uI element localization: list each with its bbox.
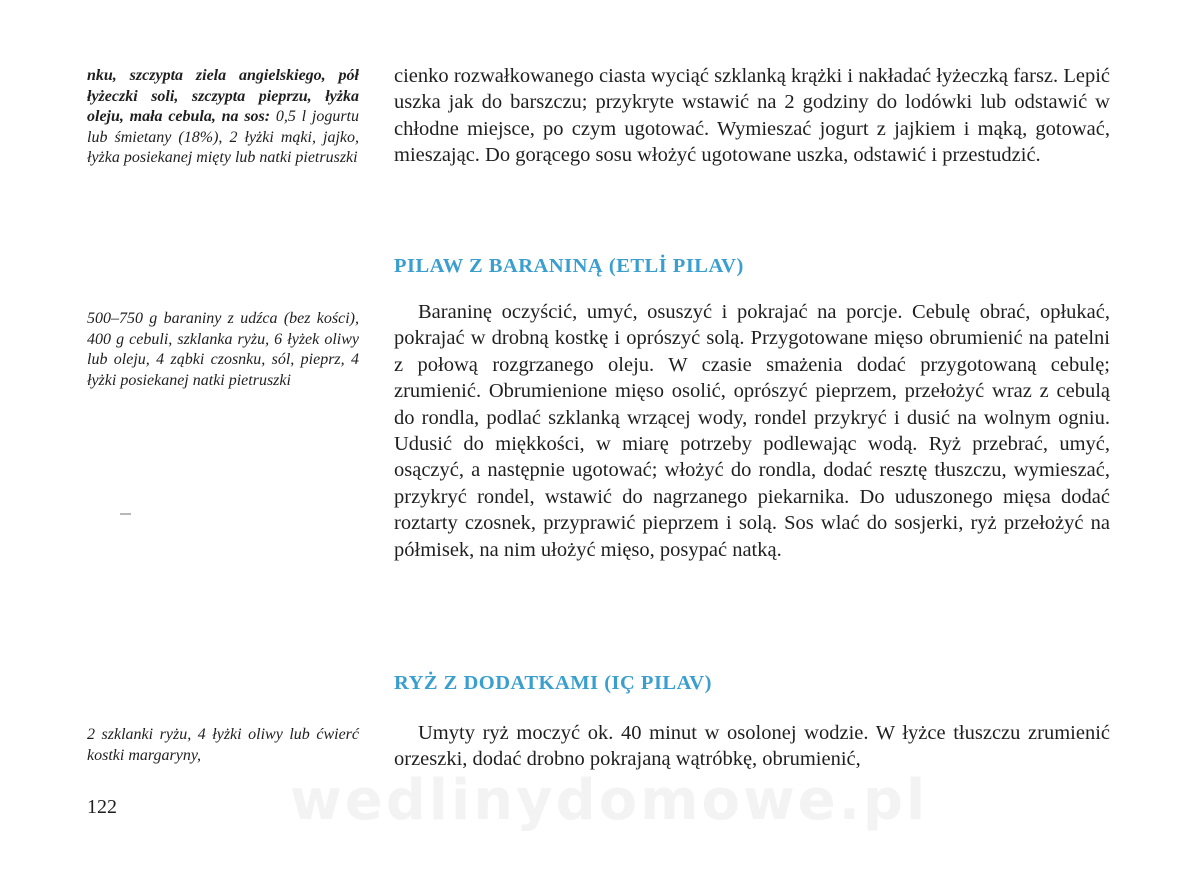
recipe-heading-ryz-z-dodatkami: RYŻ Z DODATKAMI (IÇ PILAV) [394,672,712,694]
recipe-text-uszka: cienko rozwałkowanego ciasta wyciąć szklanką krążki i nakładać łyżeczką farsz. Lepić uszka jak do barszczu; przykryte wstawić na 2 godziny do lodówki lub odstawić w chłodne miejsce, po czym ugotować. Wymieszać jogurt z jajkiem i mąką, gotować, mieszając. Do gorącego sosu włożyć ugotowane uszka, odstawić i przestudzić. [394,65,1110,167]
stray-mark [120,513,131,515]
page-number: 122 [87,796,117,818]
ingredients-italic-text: 0,5 l jogurtu lub śmietany (18%), 2 łyżki mąki, jajko, łyżka posiekanej mięty lub natki pietruszki [87,108,359,167]
recipe-heading-pilaw-z-baranina: PILAW Z BARANINĄ (ETLİ PILAV) [394,255,744,277]
ingredients-list-ryz-z-dodatkami: 2 szklanki ryżu, 4 łyżki oliwy lub ćwierć kostki margaryny, [87,726,359,764]
watermark: wedlinydomowe.pl [290,768,929,833]
ingredients-list-uszka [87,66,359,169]
ingredients-bold-text: nku, szczypta ziela angielskiego, pół łyżeczki soli, szczypta pieprzu, łyżka oleju, mała cebula, na sos: [87,67,359,126]
recipe-text-ryz-z-dodatkami: Umyty ryż moczyć ok. 40 minut w osolonej wodzie. W łyżce tłuszczu zrumienić orzeszki, dodać drobno pokrajaną wątróbkę, obrumienić, [394,722,1110,771]
ingredients-list-pilaw-z-baranina: 500–750 g baraniny z udźca (bez kości), 400 g cebuli, szklanka ryżu, 6 łyżek oliwy lub oleju, 4 ząbki czosnku, sól, pieprz, 4 łyżki posiekanej natki pietruszki [87,310,359,389]
recipe-text-pilaw-z-baranina: Baraninę oczyścić, umyć, osuszyć i pokrajać na porcje. Cebulę obrać, opłukać, pokrajać w drobną kostkę i oprószyć solą. Przygotowane mięso obrumienić na patelni z połową rozgrzanego oleju. W czasie smażenia dodać przygotowaną cebulę; zrumienić. Obrumienione mięso osolić, oprószyć pieprzem, przełożyć wraz z cebulą do rondla, podlać szklanką wrzącej wody, rondel przykryć i dusić na wolnym ogniu. Udusić do miękkości, w miarę potrzeby podlewając wodą. Ryż przebrać, umyć, osączyć, a następnie ugotować; włożyć do rondla, dodać resztę tłuszczu, wymieszać, przykryć rondel, wstawić do nagrzanego piekarnika. Do uduszonego mięsa dodać roztarty czosnek, przyprawić pieprzem i solą. Sos wlać do sosjerki, ryż przełożyć na półmisek, na nim ułożyć mięso, posypać natką. [394,301,1110,561]
